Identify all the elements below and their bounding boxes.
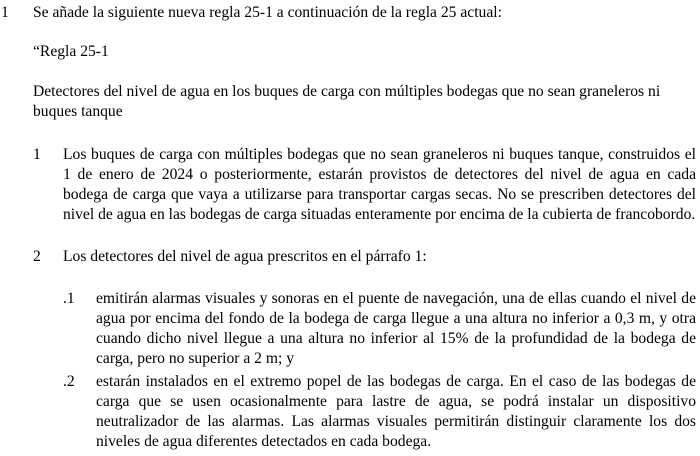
rule-heading: Detectores del nivel de agua en los buques de carga con múltiples bodegas que no sean graneleros ni buques tanque (33, 83, 661, 120)
subparagraph-1-text: emitirán alarmas visuales y sonoras en el puente de navegación, una de ellas cuando el nivel de agua por encima del fondo de la bodega de carga llegue a una altura no inferior a 0,3 m, y otra cuando dicho nivel llegue a una altura no inferior al 15% de la profundidad de la bodega de carga, pero no superior a 2 m; y (96, 290, 696, 367)
rule-title: “Regla 25-1 (33, 43, 109, 60)
subparagraph-2-text: estarán instalados en el extremo popel de las bodegas de carga. En el caso de las bodegas de carga que se usen ocasionalmente para lastre de agua, se podrá instalar un dispositivo neutralizador de las alarmas. Las alarmas visuales permitirán distinguir claramente los dos niveles de agua diferentes detectados en cada bodega. (96, 373, 696, 450)
subparagraph-2-label: .2 (63, 373, 75, 390)
paragraph-2-number: 2 (33, 248, 41, 265)
subparagraph-1-label: .1 (63, 290, 75, 307)
intro-number: 1 (1, 4, 9, 21)
paragraph-1-number: 1 (33, 146, 41, 163)
paragraph-1-text: Los buques de carga con múltiples bodegas que no sean graneleros ni buques tanque, construidos el 1 de enero de 2024 o posteriormente, estarán provistos de detectores del nivel de agua en cada bodega de carga que vaya a utilizarse para transportar cargas secas. No se prescriben detectores del nivel de agua en las bodegas de carga situadas enteramente por encima de la cubierta de francobordo. (63, 146, 696, 223)
intro-text: Se añade la siguiente nueva regla 25-1 a continuación de la regla 25 actual: (33, 4, 502, 21)
paragraph-2-text: Los detectores del nivel de agua prescritos en el párrafo 1: (63, 248, 427, 265)
